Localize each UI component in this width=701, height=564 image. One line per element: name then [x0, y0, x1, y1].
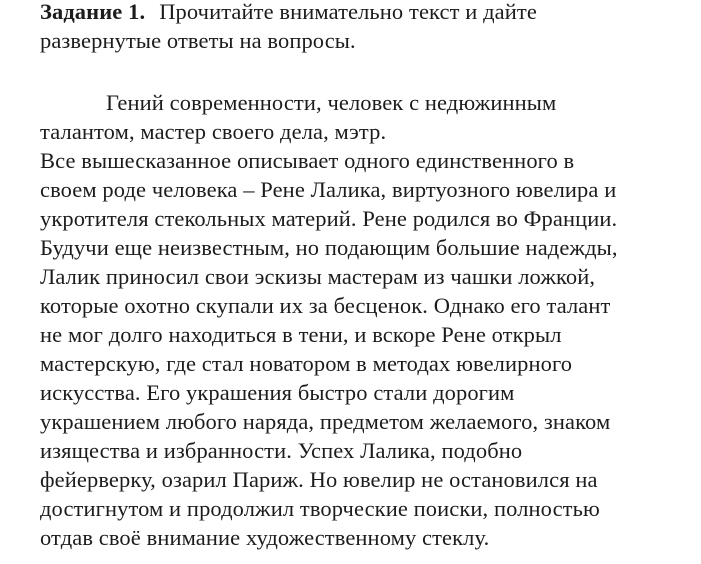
- text-line-10: мастерскую, где стал новатором в методах ювелирного: [40, 351, 573, 376]
- text-line-6: Будучи еще неизвестным, но подающим большие надежды,: [40, 235, 618, 260]
- text-line-1: Гений современности, человек с недюжинным: [106, 90, 557, 115]
- text-line-3: Все вышесказанное описывает одного единственного в: [40, 148, 575, 173]
- task-instruction-part2: развернутые ответы на вопросы.: [40, 28, 356, 53]
- text-line-14: фейерверку, озарил Париж. Но ювелир не остановился на: [40, 467, 598, 492]
- text-line-16: отдав своё внимание художественному стеклу.: [40, 525, 490, 550]
- task-instruction-part1: Прочитайте внимательно текст и дайте: [159, 0, 537, 24]
- task-label: Задание 1.: [40, 0, 146, 24]
- task-heading-line: [40, 0, 537, 26]
- text-line-9: не мог долго находиться в тени, и вскоре Рене открыл: [40, 322, 562, 347]
- text-line-4: своем роде человека – Рене Лалика, виртуозного ювелира и: [40, 177, 617, 202]
- text-line-15: достигнутом и продолжил творческие поиски, полностью: [40, 496, 600, 521]
- text-line-13: изящества и избранности. Успех Лалика, подобно: [40, 438, 523, 463]
- text-line-11: искусства. Его украшения быстро стали дорогим: [40, 380, 515, 405]
- text-line-12: украшением любого наряда, предметом желаемого, знаком: [40, 409, 611, 434]
- text-line-5: укротителя стекольных материй. Рене родился во Франции.: [40, 206, 618, 231]
- text-line-8: которые охотно скупали их за бесценок. Однако его талант: [40, 293, 611, 318]
- text-line-2: талантом, мастер своего дела, мэтр.: [40, 119, 387, 144]
- text-line-7: Лалик приносил свои эскизы мастерам из чашки ложкой,: [40, 264, 596, 289]
